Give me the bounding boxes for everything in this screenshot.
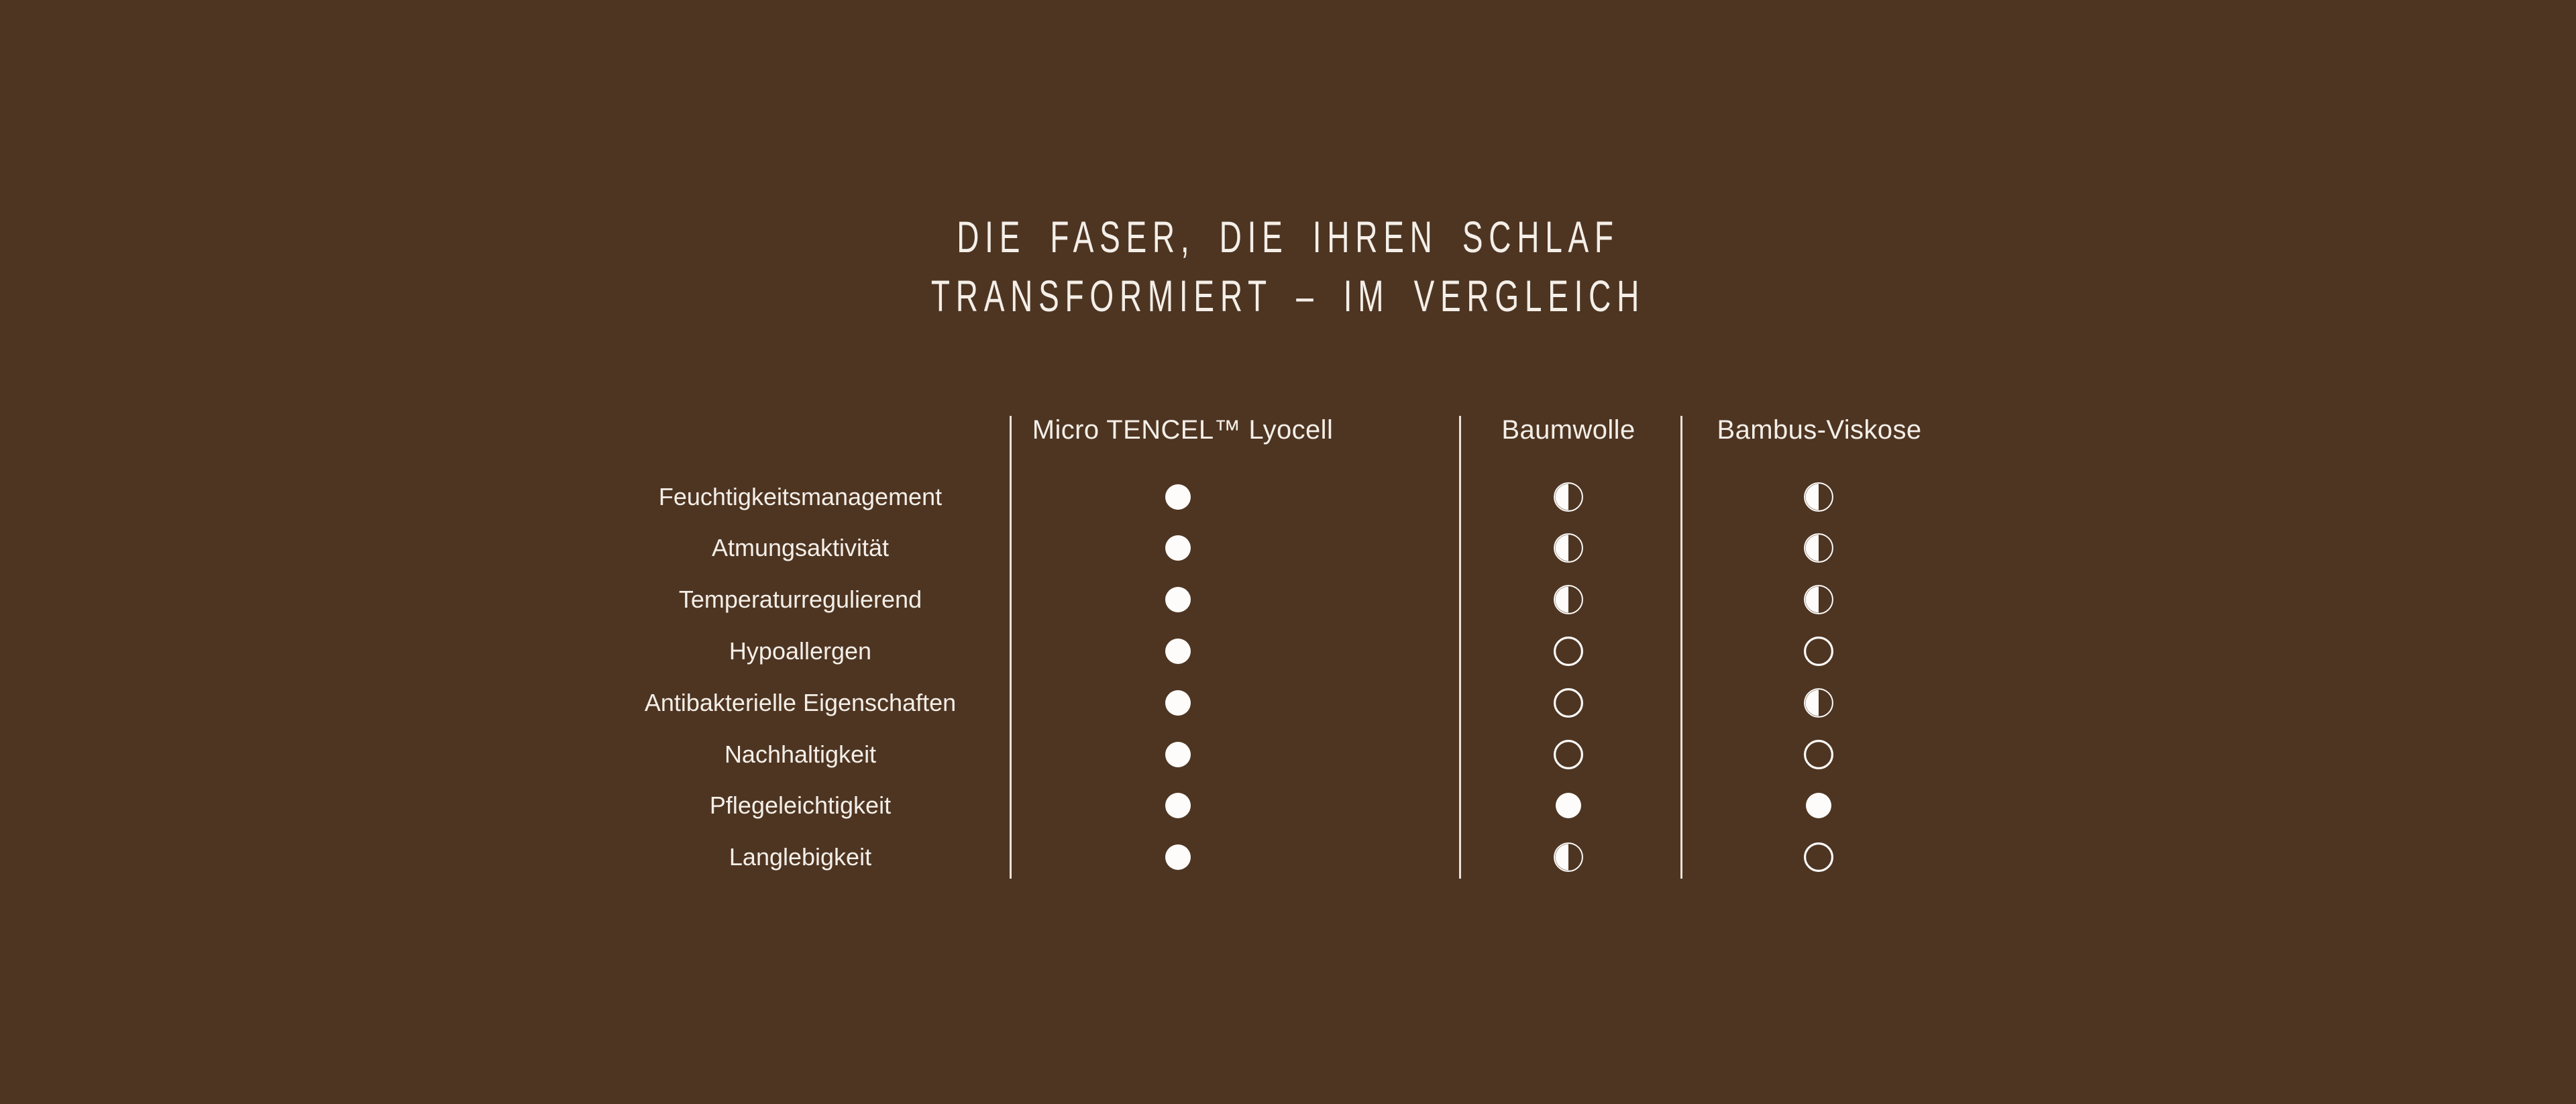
table-row: [0, 574, 2576, 626]
row-label: Temperaturregulierend: [678, 586, 922, 614]
title-line-1: DIE FASER, DIE IHREN SCHLAF: [957, 211, 1619, 262]
rating-full-circle-icon: [1163, 687, 1193, 718]
rating-full-circle-icon: [1803, 790, 1834, 821]
rating-empty-circle-icon: [1553, 687, 1584, 718]
row-label: Antibakterielle Eigenschaften: [644, 688, 957, 716]
table-row: [0, 522, 2576, 574]
rating-half-circle-icon: [1553, 584, 1584, 615]
rating-empty-circle-icon: [1803, 636, 1834, 667]
section-title: [0, 208, 2576, 326]
table-row: [0, 471, 2576, 522]
rating-full-circle-icon: [1163, 842, 1193, 873]
table-row: [0, 728, 2576, 780]
table-row: [0, 625, 2576, 677]
rating-half-circle-icon: [1553, 842, 1584, 873]
rating-full-circle-icon: [1163, 739, 1193, 770]
rating-half-circle-icon: [1553, 533, 1584, 563]
rating-full-circle-icon: [1163, 482, 1193, 512]
row-label: Feuchtigkeitsmanagement: [658, 482, 943, 510]
table-row: [0, 677, 2576, 728]
rating-empty-circle-icon: [1553, 739, 1584, 770]
rating-full-circle-icon: [1163, 636, 1193, 667]
rating-half-circle-icon: [1803, 482, 1834, 512]
rating-full-circle-icon: [1553, 790, 1584, 821]
rating-half-circle-icon: [1803, 687, 1834, 718]
row-label: Nachhaltigkeit: [724, 740, 877, 768]
row-label: Pflegeleichtigkeit: [709, 791, 892, 820]
rating-full-circle-icon: [1163, 533, 1193, 563]
table-row: [0, 832, 2576, 883]
title-line-2: TRANSFORMIERT – IM VERGLEICH: [930, 270, 1646, 321]
column-header-micro-tencel-lyocell: Micro TENCEL™ Lyocell: [1032, 415, 1334, 445]
row-label: Langlebigkeit: [729, 843, 872, 871]
rating-full-circle-icon: [1163, 790, 1193, 821]
rating-empty-circle-icon: [1553, 636, 1584, 667]
row-label: Atmungsaktivität: [711, 534, 890, 562]
row-label: Hypoallergen: [729, 637, 872, 665]
rating-half-circle-icon: [1803, 533, 1834, 563]
table-row: [0, 780, 2576, 832]
column-header-bambus-viskose: Bambus-Viskose: [1717, 415, 1922, 445]
rating-half-circle-icon: [1553, 482, 1584, 512]
rating-empty-circle-icon: [1803, 739, 1834, 770]
column-header-baumwolle: Baumwolle: [1501, 415, 1635, 445]
rating-full-circle-icon: [1163, 584, 1193, 615]
rating-empty-circle-icon: [1803, 842, 1834, 873]
rating-half-circle-icon: [1803, 584, 1834, 615]
